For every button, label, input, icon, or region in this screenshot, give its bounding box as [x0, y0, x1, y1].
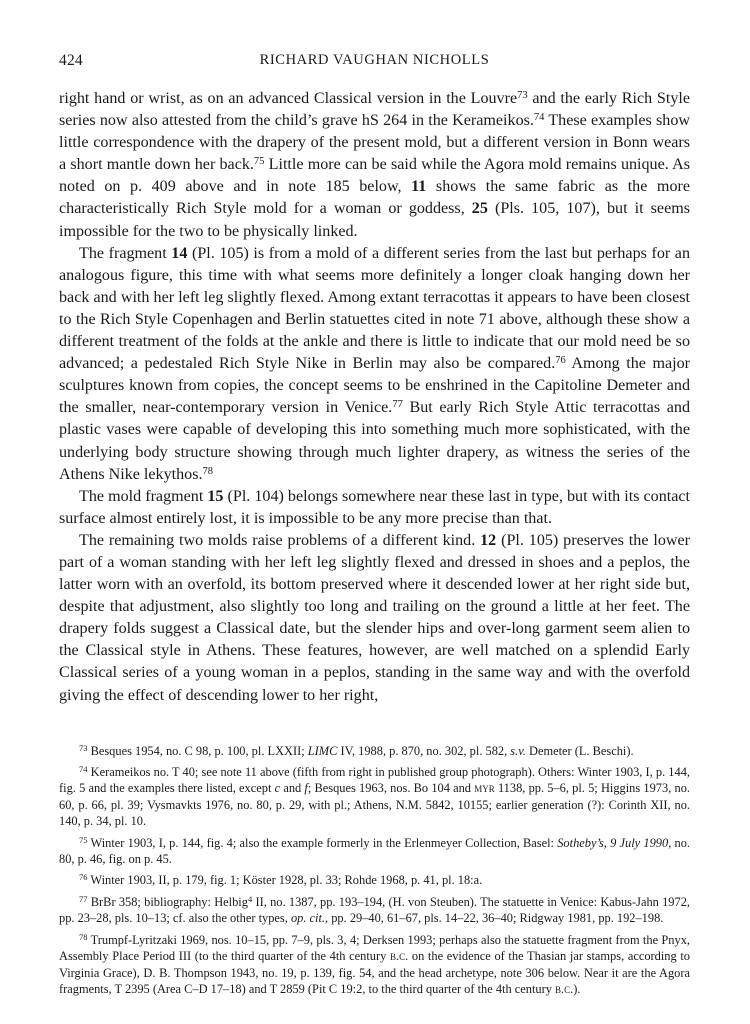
italic-run: f — [304, 781, 308, 796]
text-run: Among the major sculptures known from copies, the concept seems to be enshrined in the Capitoline Demeter and the smaller, near-contemporary version in Venice. — [59, 355, 690, 417]
text-run: The remaining two molds raise problems of a different kind. — [79, 531, 481, 549]
footnote-77 — [59, 894, 690, 927]
footnotes — [59, 743, 690, 998]
text-run: (Pls. 105, 107), but it seems impossible for the two to be physically linked. — [59, 200, 690, 240]
edition-superscript: 4 — [247, 893, 253, 904]
text-run: , no. 80, p. 46, fig. on p. 45. — [59, 835, 691, 867]
catalogue-number: 14 — [171, 244, 188, 262]
text-run: BrBr 358; bibliography: Helbig — [87, 894, 248, 909]
text-run: (Pl. 105) preserves the lower part of a woman standing with her left leg slightly flexed and dressed in shoes and a peplos, the latter worn with an overfold, its bottom preserved where it descended lower at her right side but, despite that adjustment, also slightly too long and trailing on the ground a little at her feet. The drapery folds suggest a Classical date, but the slender hips and over-long garment seem alien to the Classical style in Athens. These features, however, are well matched on a splendid Early Classical series of a young woman in a peplos, standing in the same way and with the overfold giving the effect of descending lower to her right, — [59, 531, 690, 704]
text-run: Demeter (L. Beschi). — [525, 743, 634, 758]
page-header — [59, 52, 690, 74]
text-run: The mold fragment — [79, 487, 208, 505]
running-head: RICHARD VAUGHAN NICHOLLS — [259, 52, 490, 68]
text-run: ). — [573, 981, 581, 996]
text-run: 1138, pp. 5–6, pl. 5; Higgins 1973, no. 60, p. 66, pl. 39; Vysmavkts 1976, no. 80, p. 29, with pl.; Athens, N.M. 5842, 10155; earlier generation (?): Corinth XII, no. 140, p. 34, pl. 10. — [59, 781, 690, 829]
paragraph-1 — [59, 88, 690, 243]
footnote-78 — [59, 932, 690, 998]
text-run: But early Rich Style Attic terracottas and plastic vases were capable of developing this into something much more sophisticated, with the underlying body structure showing through much lighter drapery, as witness the series of the Athens Nike lekythos. — [59, 399, 690, 483]
text-run: Trumpf-Lyritzaki 1969, nos. 10–15, pp. 7–9, pls. 3, 4; Derksen 1993; perhaps also the statuette fragment from the Pnyx, Assembly Place Period III (to the third quarter of the 4th century — [59, 932, 690, 964]
paragraph-2 — [59, 243, 690, 486]
footnote-75 — [59, 835, 690, 868]
small-caps-run: myr — [474, 781, 495, 796]
italic-run: s.v. — [510, 743, 526, 758]
catalogue-number: 25 — [471, 200, 488, 218]
text-run: Little more can be said while the Agora mold remains unique. As noted on p. 409 above and in note 185 below, — [59, 156, 690, 196]
footnote-ref-77[interactable]: 77 — [392, 399, 403, 411]
paragraph-3 — [59, 486, 690, 530]
text-run: Winter 1903, I, p. 144, fig. 4; also the example formerly in the Erlenmeyer Collection, Basel: — [87, 835, 558, 850]
italic-run: LIMC — [307, 743, 338, 758]
italic-run: c — [274, 781, 281, 796]
text-run: and — [280, 781, 305, 796]
page — [59, 52, 690, 1002]
footnote-ref-74[interactable]: 74 — [533, 112, 545, 124]
text-run: (Pl. 105) is from a mold of a different series from the last but perhaps for an analogous figure, this time with what seems more definitely a longer cloak hanging down her back and with her left leg slightly flexed. Among extant terracottas it appears to have been closest to the Rich Style Copenhagen and Berlin statuettes cited in note 71 above, although these show a different treatment of the folds at the ankle and there is little to indicate that our mold need be so advanced; a pedestaled Rich Style Nike in Berlin may also be compared. — [59, 244, 690, 373]
text-run: II, no. 1387, pp. 193–194, (H. von Steuben). The statuette in Venice: Kabus-Jahn 1972, pp. 23–28, pls. 10–13; cf. also the other types, — [59, 894, 690, 926]
footnote-ref-76[interactable]: 76 — [555, 355, 566, 367]
footnote-number: 75 — [79, 834, 88, 845]
footnote-ref-73[interactable]: 73 — [517, 90, 528, 101]
text-run: on the evidence of the Thasian jar stamps, according to Virginia Grace), D. B. Thompson 1943, no. 19, p. 139, fig. 54, and the head archetype, note 306 below. Near it are the Agora fragments, T 2395 (Area C–D 17–18) and T 2859 (Pit C 19:2, to the third quarter of the 4th century — [59, 949, 690, 996]
footnote-74 — [59, 764, 690, 830]
italic-run: op. cit. — [290, 911, 326, 926]
text-run: Besques 1954, no. C 98, p. 100, pl. LXXII; — [87, 743, 308, 758]
text-run: Winter 1903, II, p. 179, fig. 1; Köster 1928, pl. 33; Rohde 1968, p. 41, pl. 18:a. — [87, 873, 483, 888]
text-run: , pp. 29–40, 61–67, pls. 14–22, 36–40; Ridgway 1981, pp. 192–198. — [325, 911, 664, 926]
footnote-ref-75[interactable]: 75 — [253, 156, 265, 168]
footnote-number: 74 — [79, 764, 88, 775]
footnote-number: 77 — [79, 893, 88, 904]
footnote-76 — [59, 872, 690, 888]
paragraph-4 — [59, 530, 690, 707]
text-run: These examples show little correspondence with the drapery of the present mold, but a different version in Bonn wears a short mantle down her back. — [59, 112, 690, 174]
small-caps-run: b.c. — [390, 949, 409, 964]
text-run: right hand or wrist, as on an advanced Classical version in the Louvre — [59, 90, 518, 107]
catalogue-number: 15 — [207, 487, 224, 505]
body-text — [59, 88, 690, 707]
catalogue-number: 12 — [480, 531, 497, 549]
footnote-number: 78 — [79, 931, 88, 942]
footnote-73 — [59, 743, 690, 759]
italic-run: Sotheby’s, 9 July 1990 — [557, 835, 669, 850]
footnote-number: 73 — [79, 742, 88, 753]
text-run: Kerameikos no. T 40; see note 11 above (fifth from right in published group photograph). Others: Winter 1903, I, p. 144, fig. 5 and the examples there listed, except — [59, 765, 690, 796]
catalogue-number: 11 — [411, 178, 427, 196]
text-run: ; Besques 1963, nos. Bo 104 and — [307, 781, 475, 796]
page-number: 424 — [59, 52, 83, 69]
footnote-number: 76 — [79, 872, 88, 883]
text-run: IV, 1988, p. 870, no. 302, pl. 582, — [337, 743, 511, 758]
text-run: shows the same fabric as the more characteristically Rich Style mold for a woman or goddess, — [59, 178, 691, 218]
text-run: (Pl. 104) belongs somewhere near these last in type, but with its contact surface almost entirely lost, it is impossible to be any more precise than that. — [59, 487, 691, 527]
text-run: The fragment — [79, 244, 172, 262]
footnote-ref-78[interactable]: 78 — [202, 465, 213, 477]
text-run: and the early Rich Style series now also attested from the child’s grave hS 264 in the Kerameikos. — [59, 90, 690, 130]
small-caps-run: b.c. — [555, 981, 574, 996]
